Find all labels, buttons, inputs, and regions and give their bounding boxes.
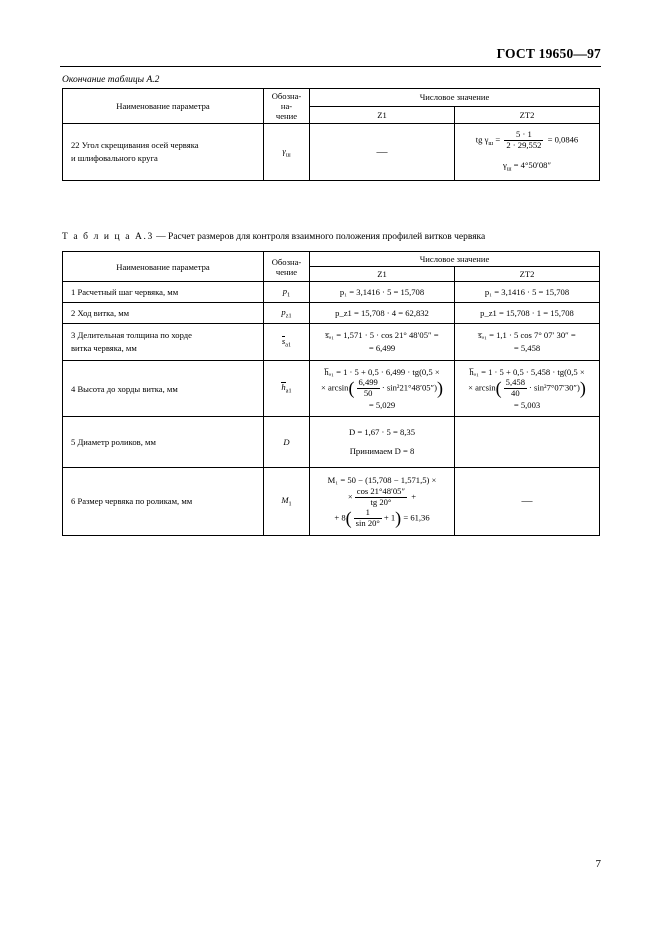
table-a3-row5-z1: D = 1,67 · 5 = 8,35 Принимаем D = 8 (310, 417, 455, 468)
table-a3-row2-name: 2 Ход витка, мм (63, 303, 264, 324)
table-a3-caption-text: — Расчет размеров для контроля взаимного положения профилей витков червяка (153, 232, 486, 242)
table-a2-header-col-z1: Z1 (310, 106, 455, 124)
table-a3-header-param-name: Наименование параметра (63, 252, 264, 282)
right-paren: ) (579, 378, 586, 399)
table-a3 (62, 251, 600, 536)
table-a3-row4-z1 (310, 360, 455, 417)
table-a3-header-row-1 (63, 252, 600, 267)
table-row (63, 324, 600, 361)
table-row (63, 124, 600, 181)
table-row (63, 468, 600, 535)
fraction: $\frac{\cos 21^\circ 48'05''}{tg 20^\circ}$ (356, 486, 406, 508)
table-a3-row5-zt2 (455, 417, 600, 468)
fraction: $\frac{5 \cdot 1}{2 \cdot 29,552}$ (506, 129, 542, 150)
table-a2 (62, 88, 600, 181)
table-a3-row3-designation: $s_{a1}$ (264, 324, 310, 361)
table-a2-header-col-zt2: ZT2 (455, 106, 600, 124)
table-a2-row22-name-line2: и шлифовального круга (71, 153, 158, 164)
right-paren: ) (437, 378, 444, 399)
right-paren: ) (395, 507, 402, 528)
table-a3-row1-designation: $p_1$ (264, 282, 310, 303)
table-a3-row4-name: 4 Высота до хорды витка, мм (63, 360, 264, 417)
table-a3-row4-zt2 (455, 360, 600, 417)
table-row (63, 282, 600, 303)
formula-line: + 8( $\frac{1}{\sin 20^\circ}$ + 1) = 61,36 (334, 506, 430, 528)
formula-line: × $\frac{\cos 21^\circ 48'05''}{tg 20^\circ}$ + (347, 486, 417, 508)
table-a3-row2-z1: p_z1 = 15,708 · 4 = 62,832 (310, 303, 455, 324)
table-a2-header-param-name: Наименование параметра (63, 89, 264, 124)
table-a3-header-value-group: Числовое значение (310, 252, 600, 267)
table-a2-row22-zt2-line2: $\gamma_ш = 4^\circ 50'08''$ (502, 159, 552, 173)
table-a3-row6-z1 (310, 468, 455, 535)
formula-line: × arcsin( $\frac{5,458}{40}$ · sin²7°07′30″)) (468, 377, 586, 399)
formula-line: M₁ = 50 − (15,708 − 1,571,5) × (327, 475, 437, 486)
table-a3-header-col-z1: Z1 (310, 267, 455, 282)
table-a2-row22-zt2 (455, 124, 600, 181)
table-a2-header-designation: Обозна- на- чение (264, 89, 310, 124)
formula-line: × arcsin( $\frac{6,499}{50}$ · sin²21°48′05″)) (320, 377, 444, 399)
table-a3-caption (62, 232, 485, 242)
table-row (63, 360, 600, 417)
formula-line: h̅ₐ₁ = 1 · 5 + 0,5 · 5,458 · tg(0,5 × (469, 366, 585, 377)
fraction: $\frac{6,499}{50}$ (358, 377, 378, 399)
table-a3-row4-designation: $h_{a1}$ (264, 360, 310, 417)
table-a3-row3-zt2: s̅ₐ₁ = 1,1 · 5 cos 7° 07′ 30″ = = 5,458 (455, 324, 600, 361)
table-a3-row6-designation: $M_1$ (264, 468, 310, 535)
table-a3-row2-zt2: p_z1 = 15,708 · 1 = 15,708 (455, 303, 600, 324)
table-a3-row1-z1: p₁ = 3,1416 · 5 = 15,708 (310, 282, 455, 303)
table-a2-header-row-1 (63, 89, 600, 107)
table-a2-row22-name (63, 124, 264, 181)
table-a2-caption: Окончание таблицы А.2 (62, 75, 160, 85)
table-a3-row6-name: 6 Размер червяка по роликам, мм (63, 468, 264, 535)
table-a2-row22-zt2-line1: tg $\gamma_ш$ = $\frac{5 \cdot 1}{2 \cdot 29,552}$ = 0,0846 (475, 129, 579, 150)
table-a3-row5-designation: D (264, 417, 310, 468)
table-a3-row6-zt2: — (455, 468, 600, 535)
left-paren: ( (495, 378, 502, 399)
fraction: $\frac{1}{\sin 20^\circ}$ (355, 506, 380, 528)
table-a3-header-designation: Обозна- чение (264, 252, 310, 282)
table-a2-row22-name-line1: 22 Угол скрещивания осей червяка (71, 140, 199, 151)
table-a3-caption-label: Т а б л и ц а А.3 (62, 232, 154, 242)
formula-line: = 5,003 (513, 399, 541, 410)
table-row (63, 303, 600, 324)
table-row (63, 417, 600, 468)
table-a2-header-value-group: Числовое значение (310, 89, 600, 107)
table-a3-row5-name: 5 Диаметр роликов, мм (63, 417, 264, 468)
table-a3-row1-zt2: p₁ = 3,1416 · 5 = 15,708 (455, 282, 600, 303)
page-number: 7 (595, 858, 601, 870)
left-paren: ( (345, 507, 352, 528)
table-a3-header-col-zt2: ZT2 (455, 267, 600, 282)
fraction: $\frac{5,458}{40}$ (505, 377, 525, 399)
table-a2-row22-designation: $\gamma_ш$ (264, 124, 310, 181)
table-a3-row3-name: 3 Делительная толщина по хорде витка червяка, мм (63, 324, 264, 361)
formula-line: h̅ₐ₁ = 1 · 5 + 0,5 · 6,499 · tg(0,5 × (324, 366, 440, 377)
table-a3-row2-designation: $p_{z1}$ (264, 303, 310, 324)
table-a3-row1-name: 1 Расчетный шаг червяка, мм (63, 282, 264, 303)
formula-line: = 5,029 (368, 399, 396, 410)
page-header-standard-number: ГОСТ 19650—97 (496, 46, 601, 61)
header-divider (60, 66, 601, 67)
left-paren: ( (348, 378, 355, 399)
table-a3-row3-z1: s̅ₐ₁ = 1,571 · 5 · cos 21° 48′05″ = = 6,499 (310, 324, 455, 361)
table-a2-row22-z1: — (310, 124, 455, 181)
